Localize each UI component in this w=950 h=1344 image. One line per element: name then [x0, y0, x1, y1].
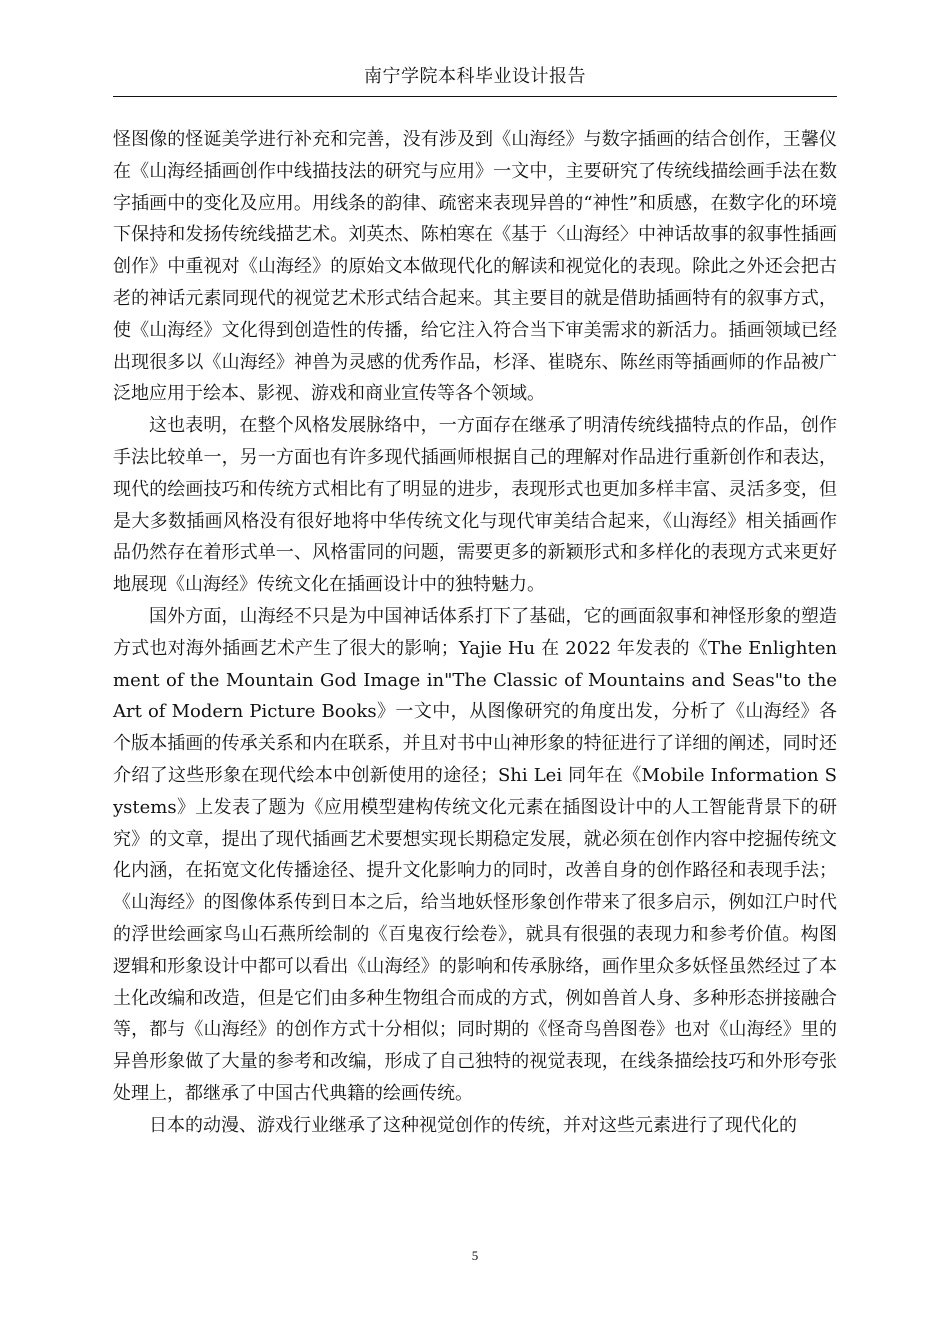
running-header: 南宁学院本科毕业设计报告 [364, 66, 586, 87]
paragraph-2: 这也表明，在整个风格发展脉络中，一方面存在继承了明清传统线描特点的作品，创作手法比较单一，另一方面也有许多现代插画师根据自己的理解对作品进行重新创作和表达，现代的绘画技巧和传统方式相比有了明显的进步，表现形式也更加多样丰富、灵活多变，但是大多数插画风格没有很好地将中华传统文化与现代审美结合起来，《山海经》相关插画作品仍然存在着形式单一、风格雷同的问题，需要更多的新颖形式和多样化的表现方式来更好地展现《山海经》传统文化在插画设计中的独特魅力。 [113, 415, 837, 596]
header-divider [113, 96, 837, 97]
paragraph-3: 国外方面，山海经不只是为中国神话体系打下了基础，它的画面叙事和神怪形象的塑造方式也对海外插画艺术产生了很大的影响；Yajie Hu 在 2022 年发表的《The Enlightenment of the Mountain God Image in"The Classic of Mountains and Seas"to the Art of Modern Picture Books》一文中，从图像研究的角度出发，分析了《山海经》各个版本插画的传承关系和内在联系，并且对书中山神形象的特征进行了详细的阐述，同时还介绍了这些形象在现代绘本中创新使用的途径；Shi Lei 同年在《Mobile Information Systems》上发表了题为《应用模型建构传统文化元素在插图设计中的人工智能背景下的研究》的文章，提出了现代插画艺术要想实现长期稳定发展，就必须在创作内容中挖掘传统文化内涵，在拓宽文化传播途径、提升文化影响力的同时，改善自身的创作路径和表现手法；《山海经》的图像体系传到日本之后，给当地妖怪形象创作带来了很多启示，例如江户时代的浮世绘画家鸟山石燕所绘制的《百鬼夜行绘卷》，就具有很强的表现力和参考价值。构图逻辑和形象设计中都可以看出《山海经》的影响和传承脉络，画作里众多妖怪虽然经过了本土化改编和改造，但是它们由多种生物组合而成的方式，例如兽首人身、多种形态拼接融合等，都与《山海经》的创作方式十分相似；同时期的《怪奇鸟兽图卷》也对《山海经》里的异兽形象做了大量的参考和改编，形成了自己独特的视觉表现，在线条描绘技巧和外形夸张处理上，都继承了中国古代典籍的绘画传统。 [113, 605, 837, 1104]
page-number: 5 [471, 1248, 479, 1263]
paragraph-1: 怪图像的怪诞美学进行补充和完善，没有涉及到《山海经》与数字插画的结合创作，王馨仪在《山海经插画创作中线描技法的研究与应用》一文中，主要研究了传统线描绘画手法在数字插画中的变化及应用。用线条的韵律、疏密来表现异兽的“神性”和质感，在数字化的环境下保持和发扬传统线描艺术。刘英杰、陈柏寒在《基于〈山海经〉中神话故事的叙事性插画创作》中重视对《山海经》的原始文本做现代化的解读和视觉化的表现。除此之外还会把古老的神话元素同现代的视觉艺术形式结合起来。其主要目的就是借助插画特有的叙事方式，使《山海经》文化得到创造性的传播，给它注入符合当下审美需求的新活力。插画领域已经出现很多以《山海经》神兽为灵感的优秀作品，杉泽、崔晓东、陈丝雨等插画师的作品被广泛地应用于绘本、影视、游戏和商业宣传等各个领域。 [113, 129, 837, 405]
body-text [113, 124, 837, 1142]
paragraph-4: 日本的动漫、游戏行业继承了这种视觉创作的传统，并对这些元素进行了现代化的 [149, 1114, 797, 1136]
